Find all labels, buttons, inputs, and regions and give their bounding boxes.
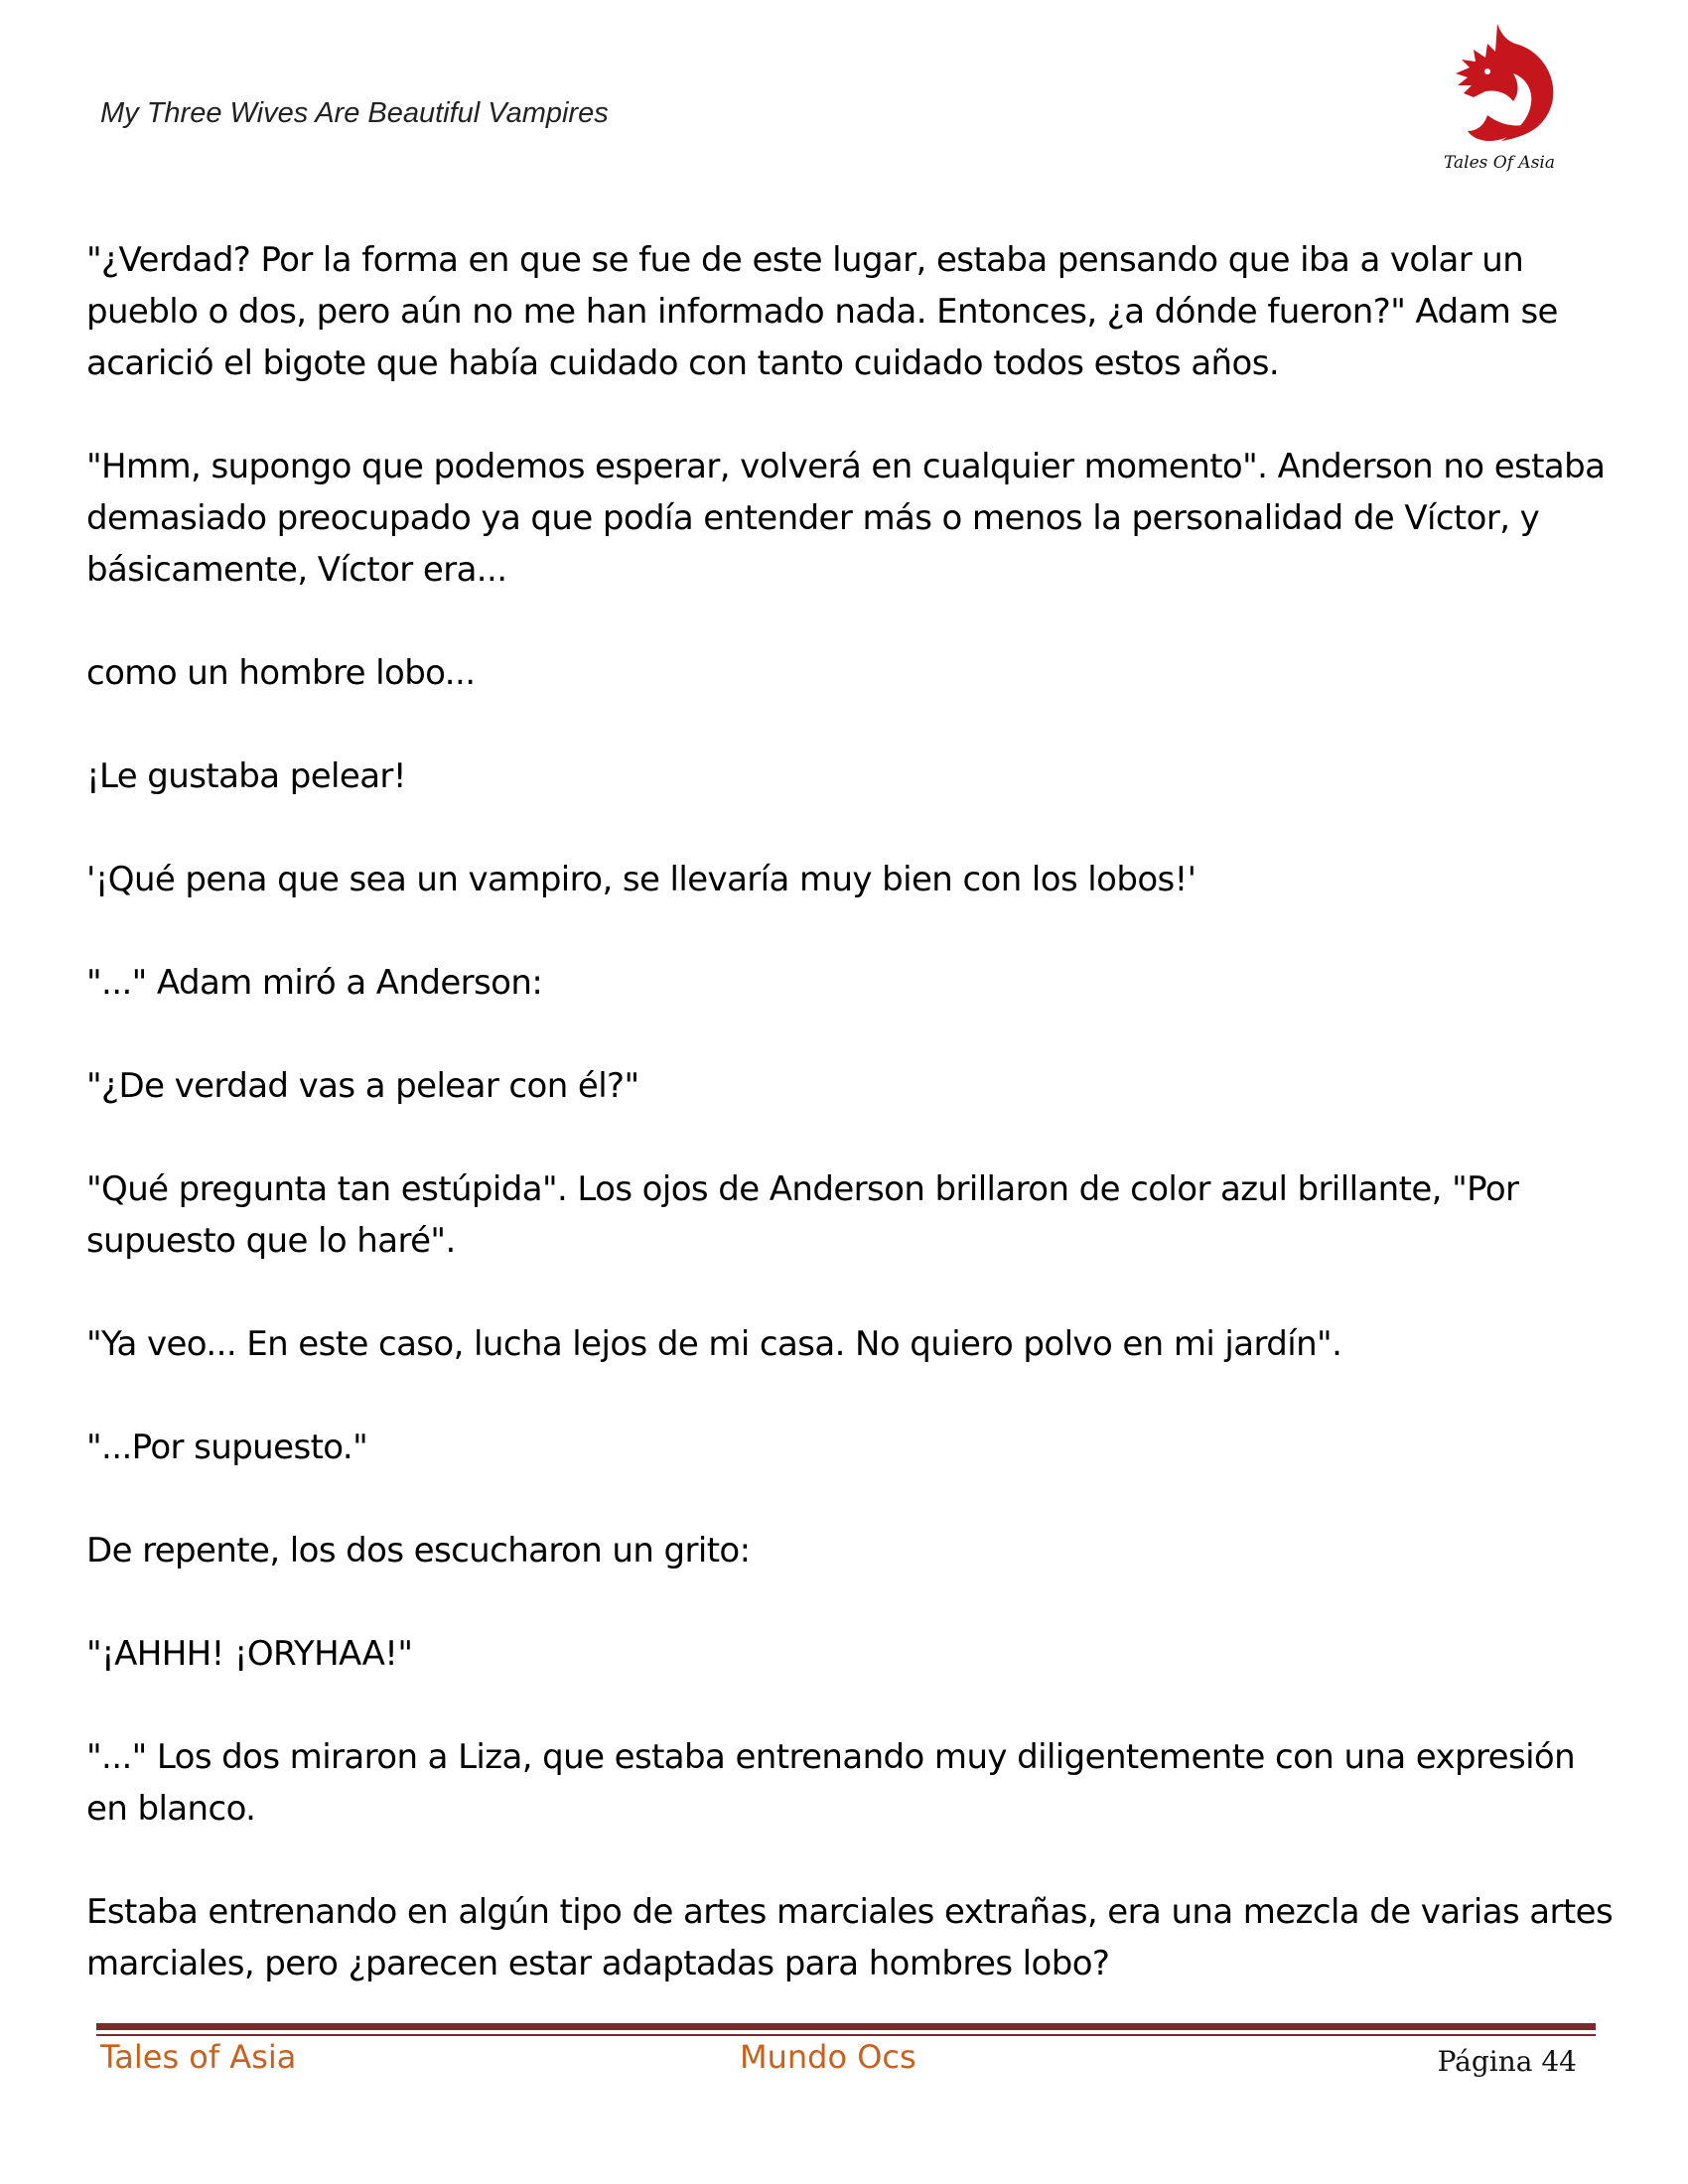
paragraph: "¡AHHH! ¡ORYHAA!" — [86, 1634, 413, 1674]
paragraph: "...Por supuesto." — [86, 1428, 368, 1467]
red-dragon-icon — [1428, 20, 1571, 153]
paragraph: "..." Adam miró a Anderson: — [86, 963, 543, 1003]
paragraph: "¿Verdad? Por la forma en que se fue de este lugar, estaba pensando que iba a volar un pueblo o dos, pero aún no me han informado nada. Entonces, ¿a dónde fueron?" Adam se acarició el bigote que había cuidado con tanto cuidado todos estos años. — [86, 240, 1558, 383]
paragraph: "Qué pregunta tan estúpida". Los ojos de Anderson brillaron de color azul brillante, "Por supuesto que lo haré". — [86, 1169, 1519, 1261]
logo-text: Tales Of Asia — [1444, 153, 1555, 173]
paragraph: ¡Le gustaba pelear! — [86, 756, 406, 796]
paragraph: "Hmm, supongo que podemos esperar, volverá en cualquier momento". Anderson no estaba demasiado preocupado ya que podía entender más o menos la personalidad de Víctor, y básicamente, Víctor era... — [86, 447, 1606, 590]
paragraph: como un hombre lobo... — [86, 653, 476, 693]
footer-divider-thin — [96, 2034, 1596, 2036]
chapter-body — [86, 234, 1616, 2041]
paragraph: Estaba entrenando en algún tipo de artes marciales extrañas, era una mezcla de varias artes marciales, pero ¿parecen estar adaptadas para hombres lobo? — [86, 1892, 1614, 1983]
page-number: Página 44 — [1437, 2045, 1577, 2078]
footer-site-name: Tales of Asia — [100, 2038, 297, 2076]
logo — [1428, 20, 1571, 179]
footer-divider — [96, 2023, 1596, 2030]
paragraph: '¡Qué pena que sea un vampiro, se llevaría muy bien con los lobos!' — [86, 860, 1196, 899]
footer-section-name: Mundo Ocs — [740, 2038, 916, 2076]
paragraph: "Ya veo... En este caso, lucha lejos de mi casa. No quiero polvo en mi jardín". — [86, 1324, 1342, 1364]
header-book-title: My Three Wives Are Beautiful Vampires — [100, 97, 609, 129]
paragraph: "..." Los dos miraron a Liza, que estaba entrenando muy diligentemente con una expresión en blanco. — [86, 1737, 1576, 1829]
paragraph: De repente, los dos escucharon un grito: — [86, 1531, 751, 1570]
paragraph: "¿De verdad vas a pelear con él?" — [86, 1066, 639, 1106]
